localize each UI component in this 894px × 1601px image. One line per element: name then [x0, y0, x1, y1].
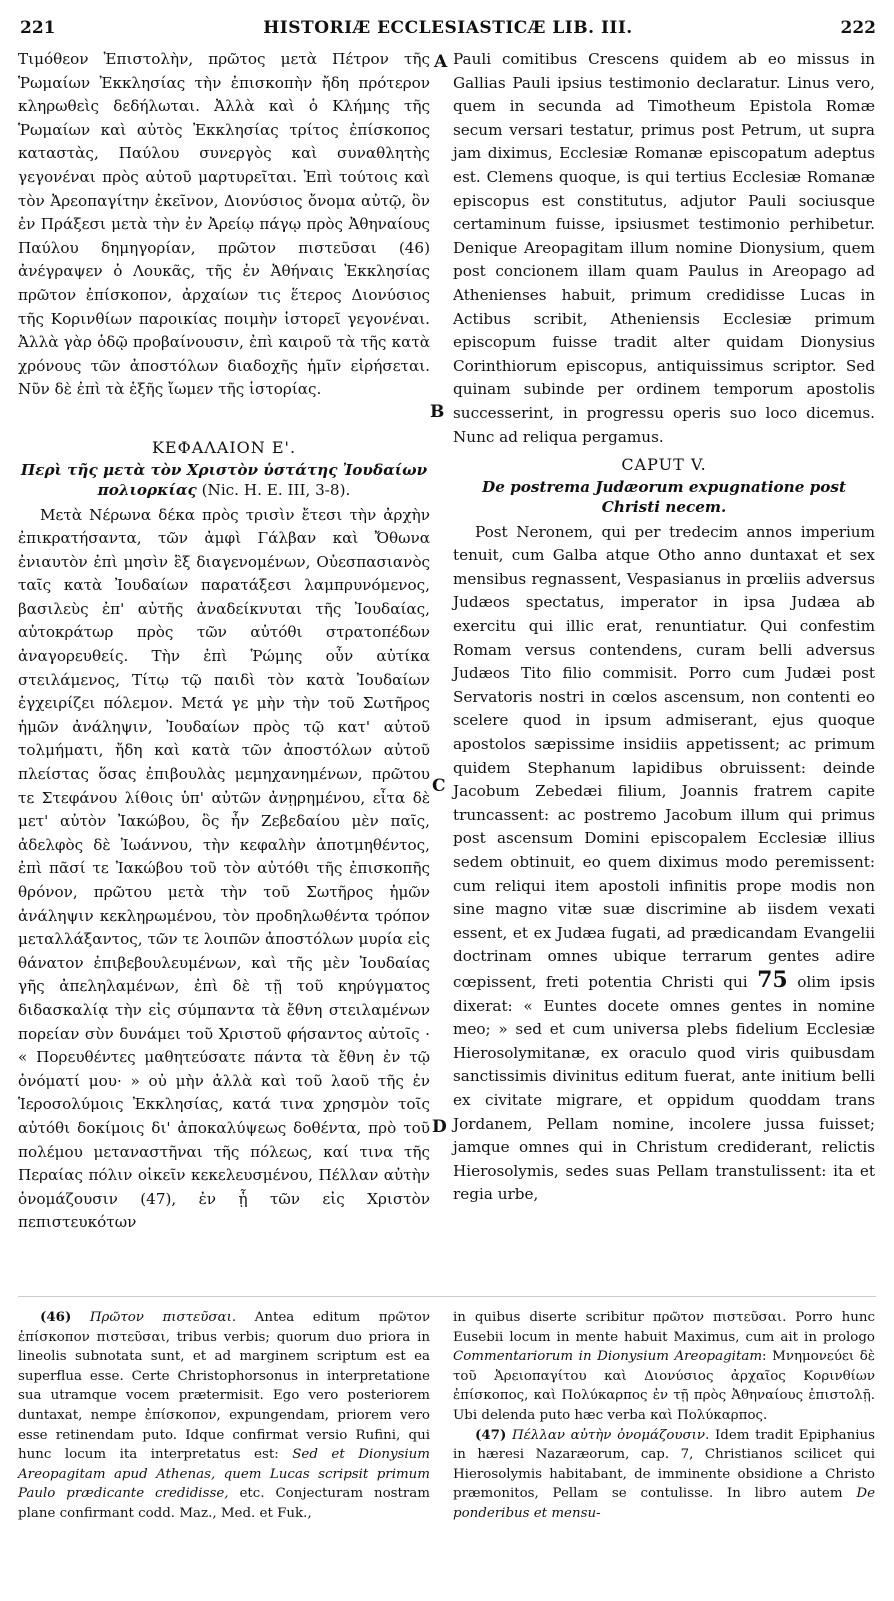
footnotes-left: [18, 1308, 430, 1524]
latin-chapter-title: De postrema Judæorum expugnatione post Christi necem.: [482, 477, 846, 516]
right-page-number: 222: [840, 18, 876, 38]
footnote-46-cont-title: Commentariorum in Dionysium Areopagitam: [453, 1349, 763, 1365]
latin-chapter-heading: CAPUT V.: [621, 455, 707, 475]
latin-paragraph-2-part-a: Post Neronem, qui per tredecim annos imperium tenuit, cum Galba atque Otho anno duntaxat et sex mensibus regnassent, Vespasianus in prœliis adversus Judæos spectatus, imperator in ipsa Judæa ab exercitu qui illic erat, renuntiatur. Qui confestim Romam versus contendens, curam belli adversus Judæos Tito filio commisit. Porro cum Judæi post Servatoris nostri in cœlos ascensum, non contenti eo scelere quod in ipsum admiserant, ejus quoque apostolos sæpissime insidiis appetissent; ac primum quidem Stephanum lapidibus obruissent: deinde Jacobum Zebedæi filium, Joannis fratrem capite truncassent: ac postremo Jacobum illum qui primus post ascensum Domini episcopalem Ecclesiæ illius sedem obtinuit, eo quem diximus modo peremissent: cum reliqui item apostoli infinitis prope modis non sine magno vitæ suæ discrimine ab iisdem vexati essent, et ex Judæa fugati, ad prædicandam Evangelii doctrinam omnes ubique terrarum gentes adire cœpissent, freti potentia Christi qui: [453, 522, 875, 991]
footnote-46-continued: [453, 1308, 875, 1426]
footnote-46-quote: Sed et Dionysium Areopagitam apud Athenas, quem Lucas scripsit primum Paulo prædicante credidisse,: [18, 1447, 430, 1502]
running-title: HISTORIÆ ECCLESIASTICÆ LIB. III.: [263, 18, 633, 38]
latin-column: [453, 48, 875, 1207]
greek-chapter-heading: ΚΕΦΑΛΑΙΟΝ Ε'.: [151, 437, 297, 457]
footnote-47: [453, 1426, 875, 1524]
greek-column: [18, 48, 430, 1235]
footnotes-right: [453, 1308, 875, 1524]
latin-paragraph-2-part-b: olim ipsis dixerat: « Euntes docete omnes gentes in nomine meo; » sed et cum universa plebs fidelium Ecclesiæ Hierosolymitanæ, ex oraculo quod viris quibusdam sanctissimis divinitus editum fuerat, ante initium belli ex civitate migrare, et oppidum quoddam trans Jordanem, Pellam nomine, incolere jussa fuisset; jamque omnes qui in Christum crediderant, relictis Hierosolymis, sedes suas Pellam transtulissent: ita et regia urbe,: [453, 972, 875, 1204]
margin-letter-c: C: [432, 776, 446, 796]
greek-paragraph-2: Μετὰ Νέρωνα δέκα πρὸς τρισὶν ἔτεσι τὴν ἀρχὴν ἐπικρατήσαντα, τῶν ἀμφὶ Γάλβαν καὶ Ὄθωνα ἐνιαυτὸν ἐπὶ μησὶν ἓξ διαγενομένων, Οὐεσπασιανὸς ταῖς κατὰ Ἰουδαίων παρατάξεσι λαμπρυνόμενος, βασιλεὺς ἐπ' αὐτῆς ἀναδείκνυται τῆς Ἰουδαίας, αὐτοκράτωρ πρὸς τῶν αὐτόθι στρατοπέδων ἀναγορευθείς. Τὴν ἐπὶ Ῥώμης οὖν αὐτίκα στειλάμενος, Τίτῳ τῷ παιδὶ τὸν κατὰ Ἰουδαίων ἐγχειρίζει πόλεμον. Μετά γε μὴν τὴν τοῦ Σωτῆρος ἡμῶν ἀνάληψιν, Ἰουδαίων πρὸς τῷ κατ' αὐτοῦ τολμήματι, ἤδη καὶ κατὰ τῶν ἀποστόλων αὐτοῦ πλείστας ὅσας ἐπιβουλὰς μεμηχανημένων, πρῶτου τε Στεφάνου λίθοις ὑπ' αὐτῶν ἀνῃρημένου, εἶτα δὲ μετ' αὐτὸν Ἰακώβου, ὃς ἦν Ζεβεδαίου μὲν παῖς, ἀδελφὸς δὲ Ἰωάννου, τὴν κεφαλὴν ἀποτμηθέντος, ἐπὶ πᾶσί τε Ἰακώβου τοῦ τὸν αὐτόθι τῆς ἐπισκοπῆς θρόνον, πρῶτου μετὰ τὴν τοῦ Σωτῆρος ἡμῶν ἀνάληψιν κεκληρωμένου, τὸν προδηλωθέντα τρόπον μεταλλάξαντος, τῶν τε λοιπῶν ἀποστόλων μυρία εἰς θάνατον ἐπιβεβουλευμένων, καὶ τῆς μὲν Ἰουδαίας γῆς ἀπεληλαμένων, ἐπὶ δὲ τῇ τοῦ κηρύγματος διδασκαλίᾳ τὴν εἰς σύμπαντα τὰ ἔθνη στειλαμένων πορείαν σὺν δυνάμει τοῦ Χριστοῦ φήσαντος αὐτοῖς · « Πορευθέντες μαθητεύσατε πάντα τὰ ἔθνη ἐν τῷ ὀνόματί μου· » οὐ μὴν ἀλλὰ καὶ τοῦ λαοῦ τῆς ἐν Ἱεροσολύμοις Ἐκκλησίας, κατά τινα χρησμὸν τοῖς αὐτόθι δοκίμοις δι' ἀποκαλύψεως δοθέντα, πρὸ τοῦ πολέμου μεταναστῆναι τῆς πόλεως, καί τινα τῆς Περαίας πόλιν οἰκεῖν κεκελευσμένου, Πέλλαν αὐτὴν ὀνομάζουσιν (47), ἐν ᾗ τῶν εἰς Χριστὸν πεπιστευκότων: [18, 505, 430, 1232]
footnote-47-lemma: Πέλλαν αὐτὴν ὀνομάζουσιν.: [511, 1427, 710, 1443]
footnote-46-number: (46): [40, 1309, 72, 1325]
footnote-46-cont-body: in quibus diserte scribitur πρῶτον πιστεῦσαι. Porro hunc Eusebii locum in mente habuit Maximus, cum ait in prologo: [453, 1310, 875, 1345]
footnote-divider: [18, 1296, 876, 1297]
latin-paragraph-2: [453, 521, 875, 1207]
margin-letter-d: D: [432, 1117, 447, 1137]
footnote-47-number: (47): [475, 1426, 507, 1443]
greek-chapter-title: [18, 460, 430, 500]
margin-letter-a: A: [434, 52, 448, 72]
greek-paragraph-1: Τιμόθεον Ἐπιστολὴν, πρῶτος μετὰ Πέτρον τῆς Ῥωμαίων Ἐκκλησίας τὴν ἐπισκοπὴν ἤδη πρότερον κληρωθεὶς δεδήλωται. Ἀλλὰ καὶ ὁ Κλήμης τῆς Ῥωμαίων καὶ αὐτὸς Ἐκκλησίας τρίτος ἐπίσκοπος καταστὰς, Παύλου συνεργὸς καὶ συναθλητὴς γεγονέναι πρὸς αὐτοῦ μαρτυρεῖται. Ἐπὶ τούτοις καὶ τὸν Ἀρεοπαγίτην ἐκεῖνον, Διονύσιος ὄνομα αὐτῷ, ὃν ἐν Πράξεσι μετὰ τὴν ἐν Ἀρείῳ πάγῳ πρὸς Ἀθηναίους Παύλου δημηγορίαν, πρῶτον πιστεῦσαι (46) ἀνέγραψεν ὁ Λουκᾶς, τῆς ἐν Ἀθήναις Ἐκκλησίας πρῶτον ἐπίσκοπον, ἀρχαίων τις ἕτερος Διονύσιος τῆς Κορινθίων παροικίας ποιμὴν ἱστορεῖ γεγονέναι. Ἀλλὰ γὰρ ὁδῷ προβαίνουσιν, ἐπὶ καιροῦ τὰ τῆς κατὰ χρόνους τῶν ἀποστόλων διαδοχῆς ἡμῖν εἰρήσεται. Νῦν δὲ ἐπὶ τὰ ἑξῆς ἴωμεν τῆς ἱστορίας.: [18, 50, 430, 399]
footnote-46-tail: etc. Conjecturam nostram plane confirmant codd. Maz., Med. et Fuk.,: [18, 1486, 430, 1521]
column-number: 75: [757, 966, 788, 993]
greek-chapter-reference: (Nic. H. E. III, 3-8).: [196, 480, 351, 499]
footnote-47-body: Idem tradit Epiphanius in hæresi Nazaræorum, cap. 7, Christianos scilicet qui Hierosolymis habitabant, de imminente obsidione a Christo præmonitos, Pellam se contulisse. In libro autem: [453, 1427, 876, 1502]
greek-chapter-title-text: Περὶ τῆς μετὰ τὸν Χριστὸν ὑστάτης Ἰουδαίων πολιορκίας: [20, 460, 428, 499]
footnote-47-title: De ponderibus et mensu-: [453, 1486, 875, 1521]
footnote-46-cont-body-2: : Μνημονεύει δὲ τοῦ Ἀρειοπαγίτου καὶ Διονύσιος ἀρχαῖος Κορινθίων ἐπίσκοπος, καὶ Πολύκαρπος ἐν τῇ πρὸς Ἀθηναίους ἐπιστολῇ. Ubi delenda puto hæc verba καὶ Πολύκαρπος.: [453, 1349, 875, 1423]
footnote-46-body: Antea editum πρῶτον ἐπίσκοπον πιστεῦσαι, tribus verbis; quorum duo priora in lineolis subnotata sunt, et ad marginem scriptum est ea superflua esse. Certe Christophorsonus in interpretatione sua utramque vocem prætermisit. Ego vero posteriorem duntaxat, nempe ἐπίσκοπον, expungendam, priorem vero esse retinendam puto. Idque confirmat versio Rufini, qui hunc locum ita interpretatus est:: [18, 1310, 430, 1463]
left-page-number: 221: [20, 18, 56, 38]
running-head: [20, 18, 876, 44]
margin-letter-b: B: [430, 402, 445, 422]
footnote-46-lemma: Πρῶτον πιστεῦσαι.: [89, 1310, 237, 1325]
latin-paragraph-1: Pauli comitibus Crescens quidem ab eo missus in Gallias Pauli ipsius testimonio declaratur. Linus vero, quem in secunda ad Timotheum Epistola Romæ secum versari testatur, primus post Petrum, ut supra jam diximus, Ecclesiæ Romanæ episcopatum adeptus est. Clemens quoque, is qui tertius Ecclesiæ Romanæ episcopus est constitutus, adjutor Pauli sociusque certaminum fuisse, ipsiusmet testimonio perhibetur. Denique Areopagitam illum nomine Dionysium, quem post concionem illam quam Paulus in Areopago ad Athenienses habuit, primum credidisse Lucas in Actibus scribit, Atheniensis Ecclesiæ primum episcopum fuisse tradit alter quidam Dionysius Corinthiorum episcopus, antiquissimus scriptor. Sed quinam subinde per ordinem temporum apostolis successerint, in progressu operis suo loco dicemus. Nunc ad reliqua pergamus.: [453, 50, 875, 446]
footnote-46: [18, 1308, 430, 1524]
